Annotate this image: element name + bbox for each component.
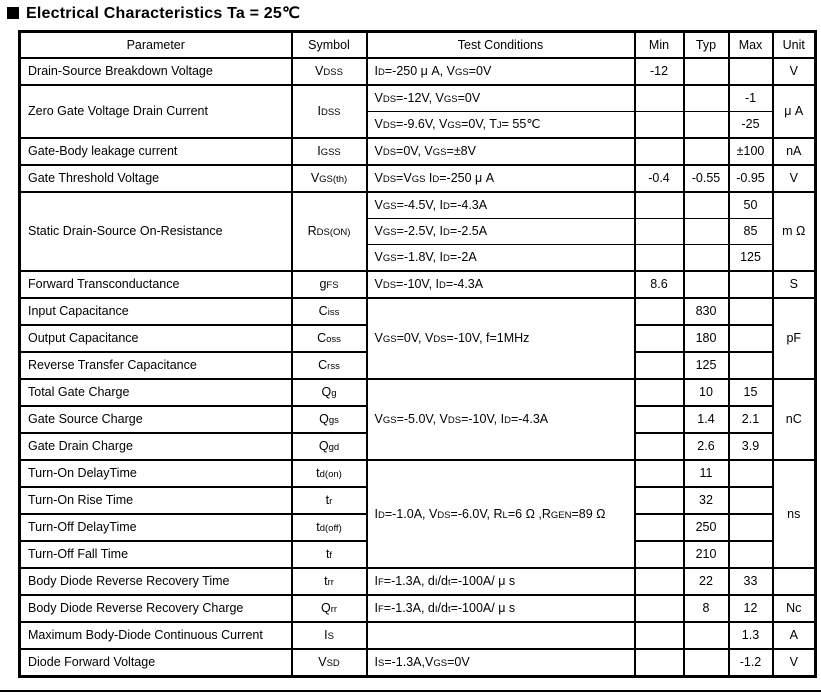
subscript: t [447,604,451,616]
subscript: rr [330,604,338,616]
test-conditions-cell: IS=-1.3A,VGS=0V [367,649,635,677]
subscript: GS [382,253,397,265]
subscript: GS [433,658,448,670]
symbol-cell: td(off) [292,514,367,541]
subscript: DS [437,509,451,521]
symbol-cell: VGS(th) [292,165,367,192]
typ-cell [684,271,729,298]
subscript: g [331,388,337,400]
symbol-cell: Qg [292,379,367,406]
max-cell: 2.1 [729,406,773,433]
min-cell [635,192,684,219]
max-cell [729,352,773,379]
subscript: f [329,550,333,562]
typ-cell: 830 [684,298,729,325]
min-cell [635,379,684,406]
unit-cell: S [773,271,816,298]
subscript: gd [328,442,340,454]
test-conditions-cell: VGS=-1.8V, ID=-2A [367,245,635,272]
table-row [20,298,816,325]
unit-cell: V [773,58,816,85]
test-conditions-cell: VGS=-4.5V, ID=-4.3A [367,192,635,219]
table-row [20,138,816,165]
min-cell [635,487,684,514]
subscript: rr [327,577,334,589]
min-cell [635,352,684,379]
subscript: r [329,496,333,508]
subscript: GS [382,227,397,239]
test-conditions-cell: VGS=-5.0V, VDS=-10V, ID=-4.3A [367,379,635,460]
typ-cell [684,649,729,677]
typ-cell: 22 [684,568,729,595]
unit-cell: m Ω [773,192,816,271]
max-cell [729,271,773,298]
typ-cell: -0.55 [684,165,729,192]
unit-cell: pF [773,298,816,379]
parameter-cell: Forward Transconductance [20,271,292,298]
unit-cell: μ A [773,85,816,138]
symbol-cell: Coss [292,325,367,352]
parameter-cell: Turn-Off DelayTime [20,514,292,541]
subscript: d(off) [319,523,342,535]
symbol-cell: VDSS [292,58,367,85]
min-cell: 8.6 [635,271,684,298]
column-header-test-conditions: Test Conditions [367,32,635,59]
min-cell [635,406,684,433]
symbol-cell: Qrr [292,595,367,622]
test-conditions-cell: VDS=-12V, VGS=0V [367,85,635,112]
subscript: GS [411,174,426,186]
parameter-cell: Turn-Off Fall Time [20,541,292,568]
subscript: DSS [320,107,341,119]
typ-cell [684,622,729,649]
subscript: GS [443,94,458,106]
max-cell [729,460,773,487]
subscript: GSS [320,147,341,159]
section-marker-icon [7,7,19,19]
symbol-cell: tf [292,541,367,568]
subscript: gs [328,415,339,427]
parameter-cell: Turn-On DelayTime [20,460,292,487]
min-cell [635,514,684,541]
parameter-cell: Gate Threshold Voltage [20,165,292,192]
typ-cell [684,192,729,219]
typ-cell [684,112,729,139]
unit-cell: nC [773,379,816,460]
min-cell [635,85,684,112]
typ-cell [684,138,729,165]
typ-cell: 2.6 [684,433,729,460]
symbol-cell: tr [292,487,367,514]
unit-cell: ns [773,460,816,568]
test-conditions-cell: VDS=VGS ID=-250 μ A [367,165,635,192]
test-conditions-cell: ID=-250 μ A, VGS=0V [367,58,635,85]
parameter-cell: Turn-On Rise Time [20,487,292,514]
subscript: GS [454,67,469,79]
subscript: L [502,509,508,521]
subscript: D [377,67,385,79]
table-row [20,622,816,649]
max-cell [729,487,773,514]
subscript: rss [327,361,340,373]
subscript: I [434,577,438,589]
subscript: DS [433,334,447,346]
subscript: DS(ON) [316,227,351,239]
subscript: oss [326,334,341,346]
unit-cell: V [773,165,816,192]
column-header-max: Max [729,32,773,59]
table-row [20,379,816,406]
subscript: GS [382,201,397,213]
subscript: F [377,577,384,589]
unit-cell: A [773,622,816,649]
symbol-cell: td(on) [292,460,367,487]
parameter-cell: Maximum Body-Diode Continuous Current [20,622,292,649]
min-cell [635,138,684,165]
subscript: t [447,577,451,589]
max-cell: 50 [729,192,773,219]
test-conditions-cell: VGS=-2.5V, ID=-2.5A [367,219,635,245]
parameter-cell: Gate Source Charge [20,406,292,433]
test-conditions-cell: VDS=-10V, ID=-4.3A [367,271,635,298]
header-row [20,32,816,59]
symbol-cell: VSD [292,649,367,677]
max-cell [729,514,773,541]
symbol-cell: Ciss [292,298,367,325]
subscript: D [432,174,440,186]
min-cell [635,541,684,568]
subscript: F [377,604,384,616]
parameter-cell: Zero Gate Voltage Drain Current [20,85,292,138]
typ-cell: 10 [684,379,729,406]
table-row [20,568,816,595]
max-cell: ±100 [729,138,773,165]
typ-cell: 125 [684,352,729,379]
max-cell: 15 [729,379,773,406]
page-footer-rule [0,690,821,692]
symbol-cell: RDS(ON) [292,192,367,271]
parameter-cell: Reverse Transfer Capacitance [20,352,292,379]
subscript: D [439,280,446,292]
min-cell [635,568,684,595]
max-cell [729,541,773,568]
parameter-cell: Output Capacitance [20,325,292,352]
column-header-unit: Unit [773,32,816,59]
test-conditions-cell: VDS=0V, VGS=±8V [367,138,635,165]
subscript: DS [382,174,397,186]
parameter-cell: Drain-Source Breakdown Voltage [20,58,292,85]
parameter-cell: Static Drain-Source On-Resistance [20,192,292,271]
max-cell: 85 [729,219,773,245]
min-cell [635,460,684,487]
subscript: iss [327,307,340,319]
test-conditions-cell: ID=-1.0A, VDS=-6.0V, RL=6 Ω ,RGEN=89 Ω [367,460,635,568]
subscript: GEN [550,509,572,521]
subscript: D [377,509,385,521]
parameter-cell: Body Diode Reverse Recovery Charge [20,595,292,622]
symbol-cell: IS [292,622,367,649]
typ-cell: 180 [684,325,729,352]
parameter-cell: Total Gate Charge [20,379,292,406]
symbol-cell: Qgs [292,406,367,433]
subscript: DS [447,415,462,427]
unit-cell: V [773,649,816,677]
subscript: SD [326,658,340,670]
symbol-cell: IDSS [292,85,367,138]
typ-cell: 250 [684,514,729,541]
typ-cell [684,85,729,112]
max-cell: 1.3 [729,622,773,649]
min-cell [635,245,684,272]
table-row [20,165,816,192]
subscript: FS [326,280,339,292]
parameter-cell: Gate Drain Charge [20,433,292,460]
typ-cell: 11 [684,460,729,487]
subscript: S [377,658,385,670]
typ-cell: 210 [684,541,729,568]
subscript: DS [382,120,397,132]
subscript: DS [382,94,397,106]
max-cell: 125 [729,245,773,272]
max-cell [729,58,773,85]
unit-cell: Nc [773,595,816,622]
unit-cell [773,568,816,595]
min-cell [635,595,684,622]
symbol-cell: gFS [292,271,367,298]
subscript: GS [382,334,397,346]
min-cell [635,298,684,325]
subscript: DS [382,280,397,292]
max-cell: -0.95 [729,165,773,192]
test-conditions-cell: VDS=-9.6V, VGS=0V, TJ= 55℃ [367,112,635,139]
table-row [20,192,816,219]
max-cell: -1.2 [729,649,773,677]
parameter-cell: Input Capacitance [20,298,292,325]
max-cell: 12 [729,595,773,622]
parameter-cell: Diode Forward Voltage [20,649,292,677]
max-cell: 3.9 [729,433,773,460]
symbol-cell: Qgd [292,433,367,460]
page-title: Electrical Characteristics Ta = 25℃ [26,5,301,22]
subscript: GS [382,415,397,427]
parameter-cell: Body Diode Reverse Recovery Time [20,568,292,595]
table-row [20,271,816,298]
subscript: DSS [323,67,343,79]
section-title-row [7,3,300,23]
typ-cell [684,58,729,85]
max-cell: -1 [729,85,773,112]
subscript: J [496,120,502,132]
typ-cell [684,219,729,245]
test-conditions-cell [367,622,635,649]
unit-cell: nA [773,138,816,165]
min-cell [635,622,684,649]
subscript: D [443,253,450,265]
column-header-min: Min [635,32,684,59]
max-cell [729,325,773,352]
max-cell [729,298,773,325]
subscript: D [504,415,511,427]
min-cell [635,433,684,460]
table-body [20,58,816,677]
symbol-cell: IGSS [292,138,367,165]
column-header-typ: Typ [684,32,729,59]
min-cell [635,649,684,677]
table-row [20,85,816,112]
column-header-parameter: Parameter [20,32,292,59]
subscript: I [434,604,438,616]
test-conditions-cell: VGS=0V, VDS=-10V, f=1MHz [367,298,635,379]
electrical-characteristics-table [18,30,817,678]
test-conditions-cell: IF=-1.3A, dI/dt=-100A/ μ s [367,568,635,595]
table-header [20,32,816,59]
min-cell: -0.4 [635,165,684,192]
table-row [20,460,816,487]
min-cell [635,112,684,139]
table-container [18,30,817,678]
typ-cell: 32 [684,487,729,514]
subscript: DS [382,147,397,159]
subscript: GS [447,120,462,132]
typ-cell [684,245,729,272]
min-cell [635,325,684,352]
subscript: S [327,631,334,643]
subscript: GS [432,147,447,159]
subscript: d(on) [319,469,342,481]
typ-cell: 1.4 [684,406,729,433]
test-conditions-cell: IF=-1.3A, dI/dt=-100A/ μ s [367,595,635,622]
min-cell [635,219,684,245]
table-row [20,58,816,85]
table-row [20,595,816,622]
typ-cell: 8 [684,595,729,622]
symbol-cell: Crss [292,352,367,379]
subscript: D [443,201,450,213]
min-cell: -12 [635,58,684,85]
table-row [20,649,816,677]
parameter-cell: Gate-Body leakage current [20,138,292,165]
max-cell: -25 [729,112,773,139]
subscript: D [443,227,450,239]
subscript: GS(th) [319,174,348,186]
symbol-cell: trr [292,568,367,595]
column-header-symbol: Symbol [292,32,367,59]
max-cell: 33 [729,568,773,595]
